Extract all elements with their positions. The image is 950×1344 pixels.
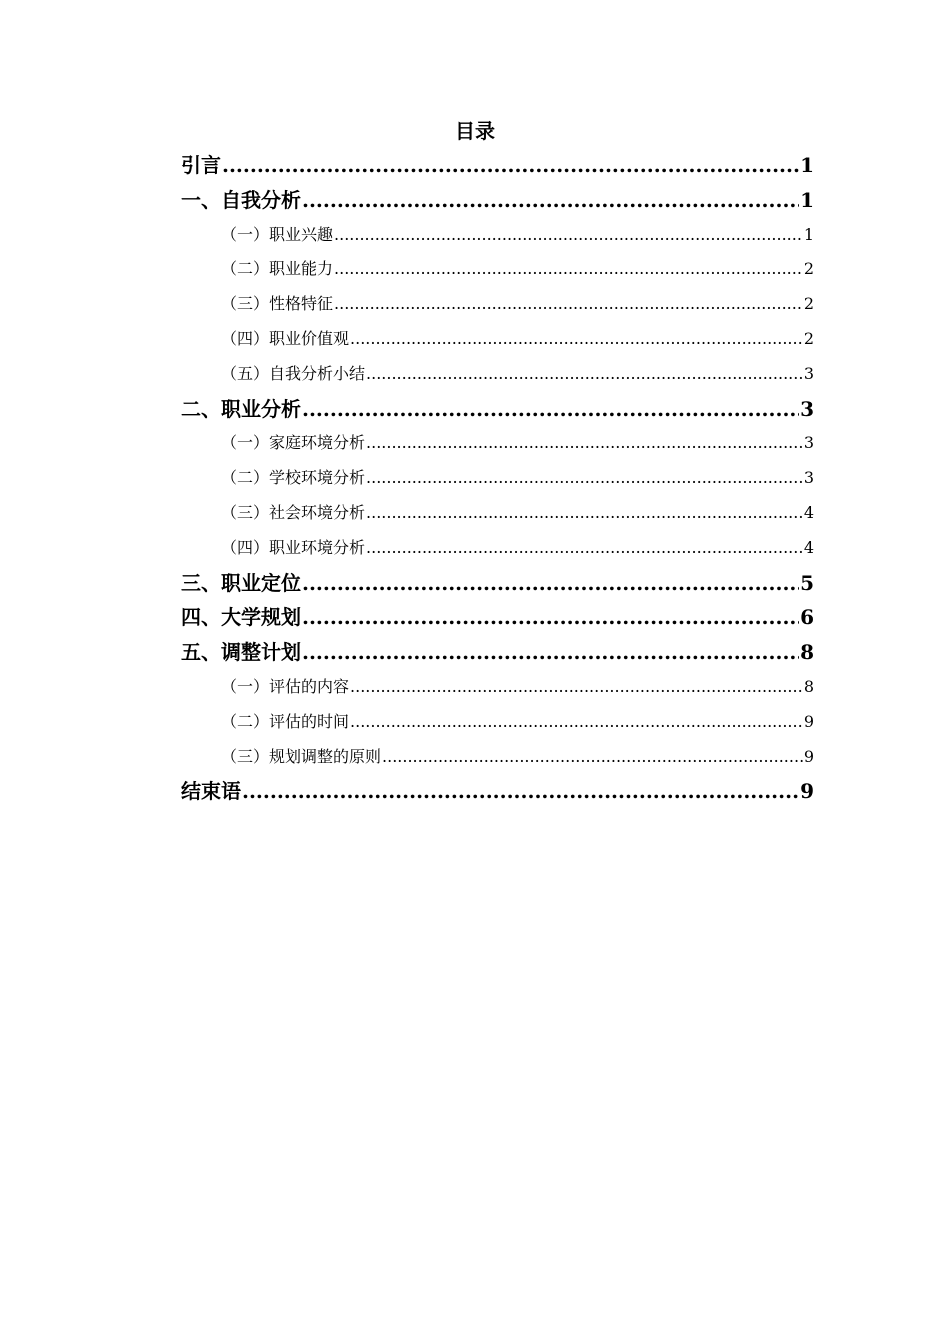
toc-dot-leader — [334, 252, 803, 287]
toc-entry-label: 引言 — [181, 153, 221, 177]
toc-dot-leader — [350, 322, 803, 357]
toc-page-number: 2 — [803, 294, 814, 314]
toc-entry-label: 一、自我分析 — [181, 187, 301, 212]
toc-entry-intro[interactable] — [181, 148, 814, 183]
toc-entry-label: （四）职业环境分析 — [221, 537, 366, 557]
toc-entry-label: 三、职业定位 — [181, 570, 301, 595]
toc-dot-leader — [302, 600, 799, 635]
toc-entry-personality[interactable] — [181, 287, 814, 322]
toc-entry-career-environment[interactable] — [181, 531, 814, 566]
toc-dot-leader — [302, 566, 799, 601]
toc-entry-label: 二、职业分析 — [181, 396, 301, 421]
toc-entry-label: （二）学校环境分析 — [221, 468, 366, 488]
toc-entry-evaluation-content[interactable] — [181, 670, 814, 705]
toc-entry-label: 结束语 — [181, 779, 241, 804]
toc-entry-school-environment[interactable] — [181, 461, 814, 496]
toc-page-number: 2 — [803, 259, 814, 279]
toc-page-number: 1 — [803, 224, 814, 244]
toc-dot-leader — [366, 357, 803, 392]
toc-entry-label: （三）规划调整的原则 — [221, 746, 382, 766]
toc-entry-career-interest[interactable] — [181, 218, 814, 253]
toc-entry-career-positioning[interactable] — [181, 566, 814, 601]
toc-page-number: 3 — [800, 396, 814, 421]
toc-entry-adjustment-plan[interactable] — [181, 635, 814, 670]
toc-page-number: 1 — [800, 153, 814, 177]
toc-entry-label: （三）社会环境分析 — [221, 502, 366, 522]
toc-title: 目录 — [455, 119, 495, 143]
toc-dot-leader — [302, 392, 799, 427]
toc-dot-leader — [350, 670, 803, 705]
toc-dot-leader — [302, 635, 799, 670]
table-of-contents — [181, 148, 814, 809]
toc-page-number: 5 — [800, 570, 814, 595]
toc-entry-social-environment[interactable] — [181, 496, 814, 531]
toc-entry-self-analysis[interactable] — [181, 183, 814, 218]
toc-entry-label: （二）评估的时间 — [221, 711, 350, 731]
toc-entry-career-analysis[interactable] — [181, 392, 814, 427]
toc-page-number: 3 — [803, 433, 814, 453]
toc-entry-label: （二）职业能力 — [221, 259, 334, 279]
toc-dot-leader — [334, 218, 803, 253]
toc-entry-career-values[interactable] — [181, 322, 814, 357]
toc-page-number: 2 — [803, 328, 814, 348]
toc-page-number: 8 — [800, 640, 814, 665]
toc-dot-leader — [366, 461, 803, 496]
toc-entry-self-summary[interactable] — [181, 357, 814, 392]
toc-page-number: 9 — [803, 746, 814, 766]
toc-page-number: 1 — [800, 187, 814, 212]
toc-page-number: 9 — [803, 711, 814, 731]
toc-dot-leader — [302, 183, 799, 218]
toc-entry-family-environment[interactable] — [181, 426, 814, 461]
toc-dot-leader — [366, 531, 803, 566]
toc-entry-label: （一）家庭环境分析 — [221, 433, 366, 453]
toc-entry-evaluation-time[interactable] — [181, 705, 814, 740]
toc-dot-leader — [366, 426, 803, 461]
toc-entry-label: （五）自我分析小结 — [221, 363, 366, 383]
toc-page-number: 6 — [800, 605, 814, 630]
toc-entry-label: 四、大学规划 — [181, 605, 301, 630]
toc-page-number: 4 — [803, 537, 814, 557]
toc-page-number: 8 — [803, 676, 814, 696]
toc-page-number: 9 — [800, 779, 814, 804]
toc-dot-leader — [366, 496, 803, 531]
toc-dot-leader — [334, 287, 803, 322]
toc-page-number: 3 — [803, 468, 814, 488]
toc-entry-university-plan[interactable] — [181, 600, 814, 635]
toc-dot-leader — [222, 148, 799, 183]
toc-entry-label: 五、调整计划 — [181, 640, 301, 665]
toc-entry-conclusion[interactable] — [181, 774, 814, 809]
toc-entry-career-ability[interactable] — [181, 252, 814, 287]
toc-page-number: 4 — [803, 502, 814, 522]
toc-entry-label: （一）职业兴趣 — [221, 224, 334, 244]
toc-page-number: 3 — [803, 363, 814, 383]
toc-dot-leader — [350, 705, 803, 740]
toc-dot-leader — [382, 740, 803, 775]
toc-entry-label: （三）性格特征 — [221, 294, 334, 314]
toc-entry-label: （一）评估的内容 — [221, 676, 350, 696]
toc-dot-leader — [242, 774, 799, 809]
toc-entry-label: （四）职业价值观 — [221, 328, 350, 348]
toc-entry-adjustment-principles[interactable] — [181, 740, 814, 775]
